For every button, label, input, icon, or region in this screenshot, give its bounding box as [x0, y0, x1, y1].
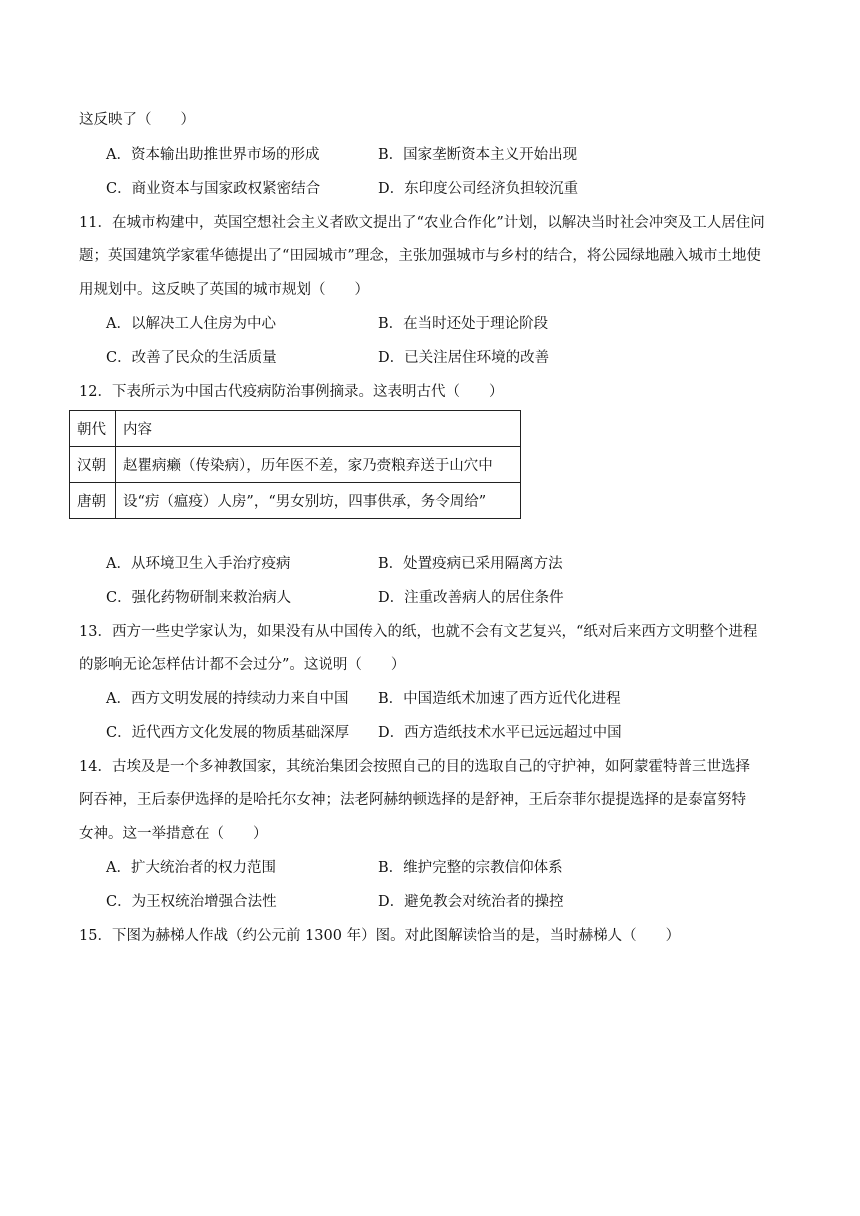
table-row — [70, 483, 521, 519]
table-cell-content: 赵瞿病癞（传染病），历年医不差，家乃赍粮弃送于山穴中 — [116, 447, 521, 483]
q10-option-c[interactable]: C．商业资本与国家政权紧密结合 — [106, 181, 321, 197]
q10-option-a[interactable]: A．资本输出助推世界市场的形成 — [106, 147, 320, 163]
q13-option-a[interactable]: A．西方文明发展的持续动力来自中国 — [106, 691, 349, 707]
table-cell-dynasty: 汉朝 — [70, 447, 116, 483]
q11-option-a[interactable]: A．以解决工人住房为中心 — [106, 316, 276, 332]
q11-option-d[interactable]: D．已关注居住环境的改善 — [378, 350, 550, 366]
q10-option-b[interactable]: B．国家垄断资本主义开始出现 — [378, 147, 578, 163]
table-cell-content: 设“疠（瘟疫）人房”，“男女别坊，四事供承，务令周给” — [116, 483, 521, 519]
epidemic-cases-table — [69, 410, 521, 519]
q10-stem-tail: 这反映了（ ） — [79, 112, 195, 128]
table-header-row — [70, 411, 521, 447]
q12-option-b[interactable]: B．处置疫病已采用隔离方法 — [378, 556, 563, 572]
table-header-dynasty: 朝代 — [70, 411, 116, 447]
q14-option-a[interactable]: A．扩大统治者的权力范围 — [106, 860, 276, 876]
q12-option-a[interactable]: A．从环境卫生入手治疗疫病 — [106, 556, 291, 572]
q13-option-c[interactable]: C．近代西方文化发展的物质基础深厚 — [106, 725, 350, 741]
q11-option-c[interactable]: C．改善了民众的生活质量 — [106, 350, 277, 366]
q14-option-b[interactable]: B．维护完整的宗教信仰体系 — [378, 860, 563, 876]
q11-stem-line-2: 题；英国建筑学家霍华德提出了“田园城市”理念，主张加强城市与乡村的结合，将公园绿地融入城市土地使 — [79, 248, 761, 264]
q14-stem-line-1: 14．古埃及是一个多神教国家，其统治集团会按照自己的目的选取自己的守护神，如阿蒙霍特普三世选择 — [79, 759, 750, 775]
q13-option-d[interactable]: D．西方造纸技术水平已远远超过中国 — [378, 725, 622, 741]
q13-option-b[interactable]: B．中国造纸术加速了西方近代化进程 — [378, 691, 621, 707]
table-header-content: 内容 — [116, 411, 521, 447]
table-cell-dynasty: 唐朝 — [70, 483, 116, 519]
table-row — [70, 447, 521, 483]
q11-stem-line-3: 用规划中。这反映了英国的城市规划（ ） — [79, 282, 369, 298]
q14-stem-line-3: 女神。这一举措意在（ ） — [79, 826, 268, 842]
q10-option-d[interactable]: D．东印度公司经济负担较沉重 — [378, 181, 579, 197]
q13-stem-line-1: 13．西方一些史学家认为，如果没有从中国传入的纸，也就不会有文艺复兴，“纸对后来西方文明整个进程 — [79, 624, 758, 640]
q11-stem-line-1: 11．在城市构建中，英国空想社会主义者欧文提出了“农业合作化”计划，以解决当时社会冲突及工人居住问 — [79, 215, 765, 231]
q11-option-b[interactable]: B．在当时还处于理论阶段 — [378, 316, 549, 332]
q13-stem-line-2: 的影响无论怎样估计都不会过分”。这说明（ ） — [79, 657, 406, 673]
q12-stem: 12．下表所示为中国古代疫病防治事例摘录。这表明古代（ ） — [79, 384, 504, 400]
q14-option-c[interactable]: C．为王权统治增强合法性 — [106, 894, 277, 910]
q14-stem-line-2: 阿吞神，王后泰伊选择的是哈托尔女神；法老阿赫纳顿选择的是舒神，王后奈菲尔提提选择的是泰富努特 — [79, 792, 746, 808]
q15-stem: 15．下图为赫梯人作战（约公元前 1300 年）图。对此图解读恰当的是，当时赫梯人（ ） — [79, 928, 681, 944]
q14-option-d[interactable]: D．避免教会对统治者的操控 — [378, 894, 564, 910]
q12-option-d[interactable]: D．注重改善病人的居住条件 — [378, 590, 564, 606]
q12-option-c[interactable]: C．强化药物研制来救治病人 — [106, 590, 292, 606]
